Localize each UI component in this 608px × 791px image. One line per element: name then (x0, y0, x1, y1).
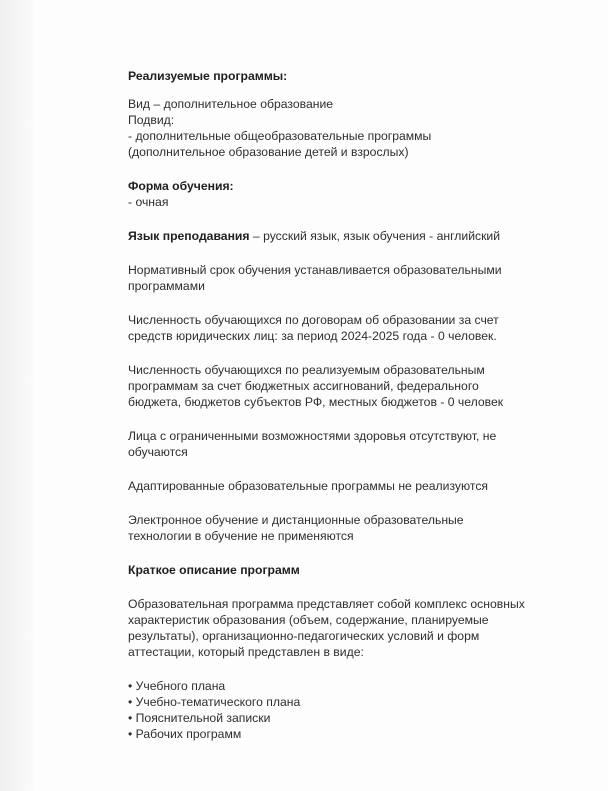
programs-heading: Реализуемые программы: (128, 69, 288, 83)
programs-subkind-label: Подвид: (128, 113, 175, 127)
language-line (128, 228, 528, 244)
scan-edge-shadow (0, 0, 34, 791)
budget-paragraph: Численность обучающихся по реализуемым образовательным программам за счет бюджетных ассигнований, федерального бюджета, бюджетов субъектов РФ, местных бюджетов - 0 человек (128, 363, 504, 409)
programs-subkind-value: - дополнительные общеобразовательные программы (дополнительное образование детей и взрослых) (128, 129, 432, 159)
legal-entities-paragraph: Численность обучающихся по договорам об образовании за счет средств юридических лиц: за период 2024-2025 года - 0 человек. (128, 313, 499, 343)
form-value: - очная (128, 195, 169, 209)
language-heading: Язык преподавания (128, 229, 250, 243)
language-value: – русский язык, язык обучения - английский (249, 229, 501, 243)
summary-text: Образовательная программа представляет собой комплекс основных характеристик образования (объем, содержание, планируемые результаты), организационно-педагогических условий и форм аттестации, который представлен в виде: (128, 597, 525, 659)
list-item: • Учебно-тематического плана (128, 695, 301, 709)
adapted-paragraph: Адаптированные образовательные программы не реализуются (128, 479, 489, 493)
summary-heading: Краткое описание программ (128, 563, 300, 577)
list-item: • Рабочих программ (128, 727, 242, 741)
form-heading: Форма обучения: (128, 179, 234, 193)
list-item: • Учебного плана (128, 679, 226, 693)
elearning-paragraph: Электронное обучение и дистанционные образовательные технологии в обучение не применяются (128, 513, 464, 543)
term-paragraph: Нормативный срок обучения устанавливается образовательными программами (128, 263, 502, 293)
document-content (128, 68, 528, 742)
list-item: • Пояснительной записки (128, 711, 271, 725)
disabilities-paragraph: Лица с ограниченными возможностями здоровья отсутствуют, не обучаются (128, 429, 497, 459)
programs-kind: Вид – дополнительное образование (128, 97, 334, 111)
summary-list (128, 678, 528, 742)
